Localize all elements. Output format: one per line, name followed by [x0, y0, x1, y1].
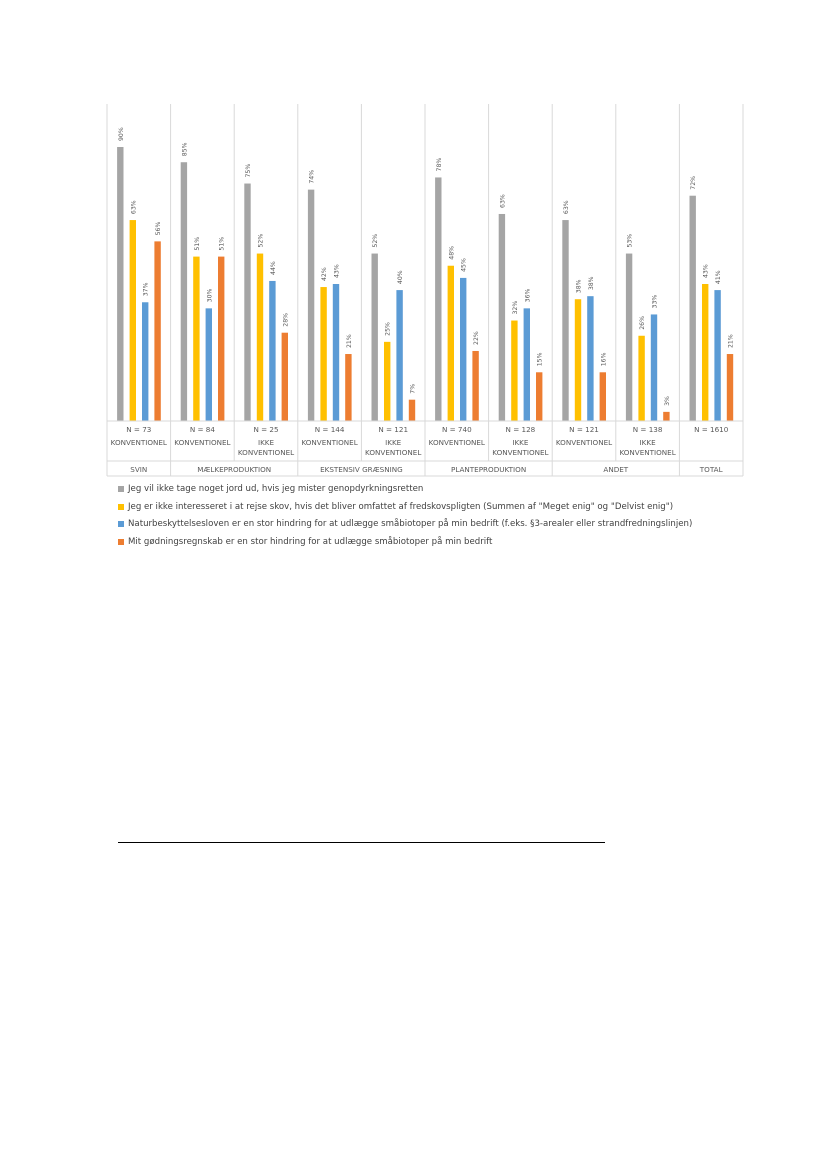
bar-value-label: 21%: [727, 334, 735, 349]
bar: [638, 336, 644, 421]
legend-swatch-orange: [118, 539, 124, 545]
bar: [626, 254, 632, 421]
bar: [384, 342, 390, 421]
legend-item-goedningsregnskab: [118, 533, 758, 551]
x-tick-label: KONVENTIONEL: [428, 438, 485, 447]
legend-swatch-yellow: [118, 504, 124, 510]
bar: [702, 284, 708, 421]
bar: [345, 354, 351, 421]
x-tick-label: KONVENTIONEL: [555, 438, 613, 447]
bar-value-label: 51%: [193, 236, 201, 251]
bar: [714, 290, 720, 421]
x-tick-count-label: N = 84: [189, 425, 215, 434]
bar-value-label: 43%: [333, 264, 341, 278]
x-tick-label: KONVENTIONEL: [492, 448, 549, 457]
chart-legend: [118, 480, 758, 551]
x-tick-count-label: N = 121: [569, 425, 599, 434]
bar: [244, 184, 250, 421]
bar: [282, 333, 288, 421]
bar-value-label: 3%: [663, 396, 671, 406]
group-label: TOTAL: [699, 465, 723, 474]
bar-value-label: 42%: [321, 267, 329, 282]
bar: [333, 284, 339, 421]
bar: [206, 308, 212, 421]
bar: [154, 241, 160, 421]
x-tick-label: IKKE: [639, 438, 656, 447]
bar: [181, 162, 187, 421]
bar: [142, 302, 148, 421]
bar: [575, 299, 581, 421]
bar-value-label: 63%: [499, 194, 507, 208]
bar: [218, 257, 224, 421]
bar: [536, 372, 542, 421]
x-tick-count-label: N = 25: [253, 425, 279, 434]
bar-value-label: 15%: [536, 352, 544, 367]
legend-label: Jeg vil ikke tage noget jord ud, hvis jeg mister genopdyrkningsretten: [128, 483, 424, 494]
bar-value-label: 63%: [130, 200, 138, 215]
group-label: MÆLKEPRODUKTION: [197, 465, 272, 474]
bar: [372, 254, 378, 421]
legend-item-naturbeskyttelse: [118, 516, 758, 534]
bar-value-label: 38%: [575, 279, 583, 294]
bar-value-label: 52%: [372, 233, 380, 248]
bar-value-label: 56%: [155, 221, 163, 236]
bar-value-label: 26%: [639, 315, 647, 330]
bar-value-label: 85%: [181, 142, 189, 157]
bar-value-label: 21%: [345, 334, 353, 349]
bar: [511, 321, 517, 421]
bar-value-label: 75%: [245, 163, 252, 178]
bar: [524, 308, 530, 421]
legend-label: Mit gødningsregnskab er en stor hindring for at udlægge småbiotoper på min bedrift: [128, 537, 493, 548]
x-tick-label: KONVENTIONEL: [237, 448, 295, 457]
bar-value-label: 25%: [384, 322, 392, 336]
bar-value-label: 38%: [587, 276, 595, 291]
x-tick-count-label: N = 128: [505, 425, 536, 434]
x-tick-count-label: N = 144: [314, 425, 345, 434]
bar: [396, 290, 402, 421]
bar-value-label: 30%: [206, 288, 214, 303]
bar-value-label: 41%: [715, 270, 723, 285]
bar-value-label: 48%: [448, 245, 456, 260]
bar-value-label: 28%: [282, 312, 290, 327]
legend-item-genopdyrkning: [118, 480, 758, 498]
group-label: EKSTENSIV GRÆSNING: [320, 465, 403, 474]
x-tick-count-label: N = 740: [441, 425, 472, 434]
bar: [435, 177, 441, 421]
bar-value-label: 78%: [435, 157, 443, 172]
bar: [130, 220, 136, 421]
bar-value-label: 36%: [524, 288, 532, 303]
legend-swatch-blue: [118, 521, 124, 527]
bar-value-label: 51%: [218, 236, 226, 251]
legend-item-fredskov: [118, 498, 758, 516]
group-label: SVIN: [130, 465, 148, 474]
bar: [499, 214, 505, 421]
bar-value-label: 43%: [702, 264, 710, 278]
x-tick-label: KONVENTIONEL: [365, 448, 422, 457]
bar: [460, 278, 466, 421]
footnote-separator: [118, 842, 605, 843]
x-tick-label: KONVENTIONEL: [174, 438, 231, 447]
bar-value-label: 53%: [626, 233, 634, 248]
x-tick-count-label: N = 73: [126, 425, 152, 434]
bar-value-label: 90%: [117, 127, 125, 141]
bar: [727, 354, 733, 421]
bar-value-label: 44%: [269, 261, 277, 275]
bar: [269, 281, 275, 421]
x-tick-count-label: N = 121: [378, 425, 409, 434]
bar: [117, 147, 123, 421]
bar: [562, 220, 568, 421]
bar: [409, 400, 415, 421]
x-tick-count-label: N = 138: [632, 425, 663, 434]
bar: [320, 287, 326, 421]
bar: [448, 266, 454, 421]
bar-value-label: 37%: [142, 282, 150, 297]
bar-value-label: 33%: [651, 294, 659, 309]
x-tick-label: IKKE: [257, 438, 275, 447]
bar-value-label: 32%: [511, 300, 519, 315]
bar-value-label: 45%: [460, 258, 468, 272]
bar-value-label: 63%: [563, 200, 570, 215]
bar-value-label: 7%: [409, 383, 417, 394]
legend-label: Naturbeskyttelsesloven er en stor hindring for at udlægge småbiotoper på min bedrift (f.eks. §3-arealer eller strandfredningslinjen): [128, 519, 693, 530]
bar: [690, 196, 696, 421]
legend-label: Jeg er ikke interesseret i at rejse skov, hvis det bliver omfattet af fredskovspligten (Summen af "Meget enig" og "Delvist enig"): [128, 501, 674, 512]
bar: [587, 296, 593, 421]
bar: [651, 314, 657, 421]
bar-value-label: 72%: [690, 175, 698, 190]
bar: [663, 412, 669, 421]
x-tick-count-label: N = 1610: [694, 425, 729, 434]
bar: [600, 372, 606, 421]
grouped-bar-chart: [0, 0, 827, 480]
group-label: ANDET: [603, 465, 629, 474]
bar-value-label: 40%: [397, 270, 405, 285]
x-tick-label: IKKE: [512, 438, 529, 447]
legend-swatch-gray: [118, 486, 124, 492]
x-tick-label: KONVENTIONEL: [110, 438, 167, 447]
bar: [472, 351, 478, 421]
bar: [257, 254, 263, 421]
x-tick-label: KONVENTIONEL: [619, 448, 676, 457]
x-tick-label: KONVENTIONEL: [301, 438, 358, 447]
x-tick-label: IKKE: [385, 438, 402, 447]
bar-value-label: 52%: [257, 233, 265, 248]
bar-value-label: 74%: [308, 169, 316, 184]
bar: [308, 190, 314, 421]
group-label: PLANTEPRODUKTION: [450, 465, 527, 474]
bar: [193, 257, 199, 421]
bar-value-label: 22%: [473, 331, 481, 345]
bar-value-label: 16%: [600, 352, 608, 367]
